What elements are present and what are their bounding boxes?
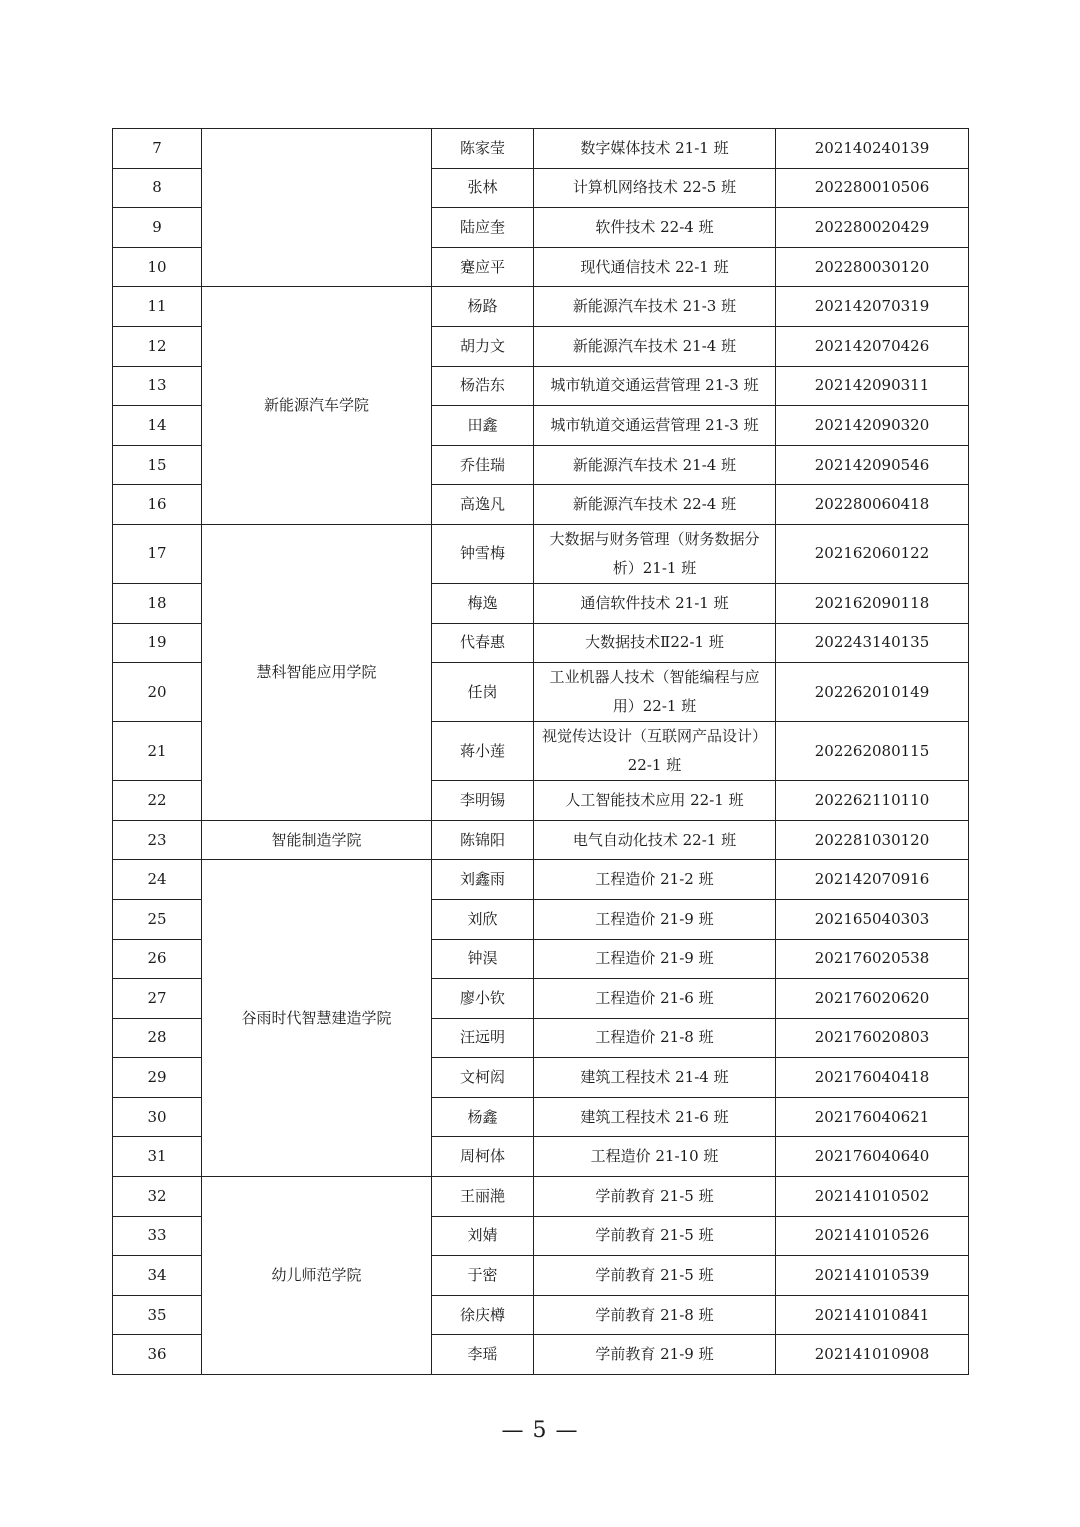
class-name: 学前教育 21-5 班	[534, 1216, 776, 1256]
class-name: 工程造价 21-9 班	[534, 939, 776, 979]
student-name: 刘婧	[432, 1216, 534, 1256]
student-name: 高逸凡	[432, 485, 534, 525]
table-row	[113, 287, 969, 327]
student-id: 202262010149	[776, 663, 969, 722]
class-name: 新能源汽车技术 21-4 班	[534, 445, 776, 485]
table-row	[113, 524, 969, 583]
student-name: 陆应奎	[432, 208, 534, 248]
student-name: 刘鑫雨	[432, 860, 534, 900]
row-number: 14	[113, 406, 202, 446]
student-id: 202280020429	[776, 208, 969, 248]
student-id: 202140240139	[776, 129, 969, 169]
student-name: 张林	[432, 168, 534, 208]
student-id: 202176040640	[776, 1137, 969, 1177]
class-name: 工程造价 21-2 班	[534, 860, 776, 900]
row-number: 34	[113, 1256, 202, 1296]
row-number: 28	[113, 1018, 202, 1058]
table-row	[113, 820, 969, 860]
table-row	[113, 129, 969, 169]
student-name: 陈锦阳	[432, 820, 534, 860]
college-cell: 新能源汽车学院	[202, 287, 432, 525]
class-name: 视觉传达设计（互联网产品设计）22-1 班	[534, 722, 776, 781]
student-id: 202141010908	[776, 1335, 969, 1375]
student-id: 202176040418	[776, 1058, 969, 1098]
row-number: 21	[113, 722, 202, 781]
student-id: 202142070426	[776, 326, 969, 366]
student-id: 202243140135	[776, 623, 969, 663]
student-id: 202162060122	[776, 524, 969, 583]
class-name: 新能源汽车技术 21-3 班	[534, 287, 776, 327]
student-roster-table	[112, 128, 969, 1375]
row-number: 18	[113, 583, 202, 623]
student-name: 代春惠	[432, 623, 534, 663]
student-name: 钟雪梅	[432, 524, 534, 583]
row-number: 25	[113, 899, 202, 939]
student-id: 202262080115	[776, 722, 969, 781]
row-number: 30	[113, 1097, 202, 1137]
row-number: 31	[113, 1137, 202, 1177]
row-number: 29	[113, 1058, 202, 1098]
class-name: 学前教育 21-9 班	[534, 1335, 776, 1375]
row-number: 19	[113, 623, 202, 663]
student-id: 202165040303	[776, 899, 969, 939]
student-name: 杨浩东	[432, 366, 534, 406]
student-id: 202262110110	[776, 781, 969, 821]
row-number: 8	[113, 168, 202, 208]
student-id: 202162090118	[776, 583, 969, 623]
row-number: 32	[113, 1177, 202, 1217]
row-number: 33	[113, 1216, 202, 1256]
student-name: 廖小钦	[432, 979, 534, 1019]
student-name: 钟淏	[432, 939, 534, 979]
row-number: 7	[113, 129, 202, 169]
student-name: 周柯体	[432, 1137, 534, 1177]
student-id: 202176020538	[776, 939, 969, 979]
table-row	[113, 1177, 969, 1217]
student-name: 梅逸	[432, 583, 534, 623]
row-number: 20	[113, 663, 202, 722]
student-name: 汪远明	[432, 1018, 534, 1058]
class-name: 建筑工程技术 21-6 班	[534, 1097, 776, 1137]
student-name: 田鑫	[432, 406, 534, 446]
class-name: 城市轨道交通运营管理 21-3 班	[534, 366, 776, 406]
student-name: 徐庆樽	[432, 1295, 534, 1335]
class-name: 工程造价 21-8 班	[534, 1018, 776, 1058]
class-name: 大数据技术Ⅱ22-1 班	[534, 623, 776, 663]
student-name: 王丽滟	[432, 1177, 534, 1217]
row-number: 35	[113, 1295, 202, 1335]
row-number: 23	[113, 820, 202, 860]
college-cell: 智能制造学院	[202, 820, 432, 860]
student-id: 202142090320	[776, 406, 969, 446]
class-name: 人工智能技术应用 22-1 班	[534, 781, 776, 821]
student-name: 李明锡	[432, 781, 534, 821]
class-name: 数字媒体技术 21-1 班	[534, 129, 776, 169]
student-name: 乔佳瑞	[432, 445, 534, 485]
row-number: 17	[113, 524, 202, 583]
college-cell: 谷雨时代智慧建造学院	[202, 860, 432, 1177]
student-name: 杨鑫	[432, 1097, 534, 1137]
student-id: 202176020620	[776, 979, 969, 1019]
page-number: — 5 —	[501, 1418, 579, 1443]
class-name: 软件技术 22-4 班	[534, 208, 776, 248]
student-name: 杨路	[432, 287, 534, 327]
row-number: 26	[113, 939, 202, 979]
class-name: 学前教育 21-5 班	[534, 1177, 776, 1217]
college-cell: 幼儿师范学院	[202, 1177, 432, 1375]
class-name: 工程造价 21-10 班	[534, 1137, 776, 1177]
row-number: 12	[113, 326, 202, 366]
class-name: 新能源汽车技术 21-4 班	[534, 326, 776, 366]
student-name: 李瑶	[432, 1335, 534, 1375]
college-cell: 慧科智能应用学院	[202, 524, 432, 820]
student-name: 任岗	[432, 663, 534, 722]
student-id: 202142070916	[776, 860, 969, 900]
class-name: 新能源汽车技术 22-4 班	[534, 485, 776, 525]
class-name: 工程造价 21-6 班	[534, 979, 776, 1019]
student-id: 202176020803	[776, 1018, 969, 1058]
student-name: 胡力文	[432, 326, 534, 366]
student-name: 蹇应平	[432, 247, 534, 287]
class-name: 现代通信技术 22-1 班	[534, 247, 776, 287]
table-row	[113, 860, 969, 900]
row-number: 10	[113, 247, 202, 287]
student-name: 刘欣	[432, 899, 534, 939]
row-number: 11	[113, 287, 202, 327]
class-name: 计算机网络技术 22-5 班	[534, 168, 776, 208]
class-name: 大数据与财务管理（财务数据分析）21-1 班	[534, 524, 776, 583]
student-name: 陈家莹	[432, 129, 534, 169]
class-name: 工程造价 21-9 班	[534, 899, 776, 939]
student-id: 202142090311	[776, 366, 969, 406]
student-name: 文柯闳	[432, 1058, 534, 1098]
row-number: 9	[113, 208, 202, 248]
row-number: 36	[113, 1335, 202, 1375]
student-id: 202141010539	[776, 1256, 969, 1296]
student-id: 202142090546	[776, 445, 969, 485]
class-name: 通信软件技术 21-1 班	[534, 583, 776, 623]
row-number: 22	[113, 781, 202, 821]
student-id: 202280030120	[776, 247, 969, 287]
student-id: 202280010506	[776, 168, 969, 208]
row-number: 27	[113, 979, 202, 1019]
class-name: 工业机器人技术（智能编程与应用）22-1 班	[534, 663, 776, 722]
student-id: 202141010526	[776, 1216, 969, 1256]
student-name: 蒋小莲	[432, 722, 534, 781]
student-id: 202141010502	[776, 1177, 969, 1217]
student-id: 202141010841	[776, 1295, 969, 1335]
student-id: 202281030120	[776, 820, 969, 860]
row-number: 16	[113, 485, 202, 525]
college-cell	[202, 129, 432, 287]
class-name: 城市轨道交通运营管理 21-3 班	[534, 406, 776, 446]
student-name: 于密	[432, 1256, 534, 1296]
student-id: 202176040621	[776, 1097, 969, 1137]
student-id: 202280060418	[776, 485, 969, 525]
student-id: 202142070319	[776, 287, 969, 327]
row-number: 13	[113, 366, 202, 406]
row-number: 15	[113, 445, 202, 485]
class-name: 建筑工程技术 21-4 班	[534, 1058, 776, 1098]
class-name: 学前教育 21-5 班	[534, 1256, 776, 1296]
class-name: 电气自动化技术 22-1 班	[534, 820, 776, 860]
row-number: 24	[113, 860, 202, 900]
class-name: 学前教育 21-8 班	[534, 1295, 776, 1335]
